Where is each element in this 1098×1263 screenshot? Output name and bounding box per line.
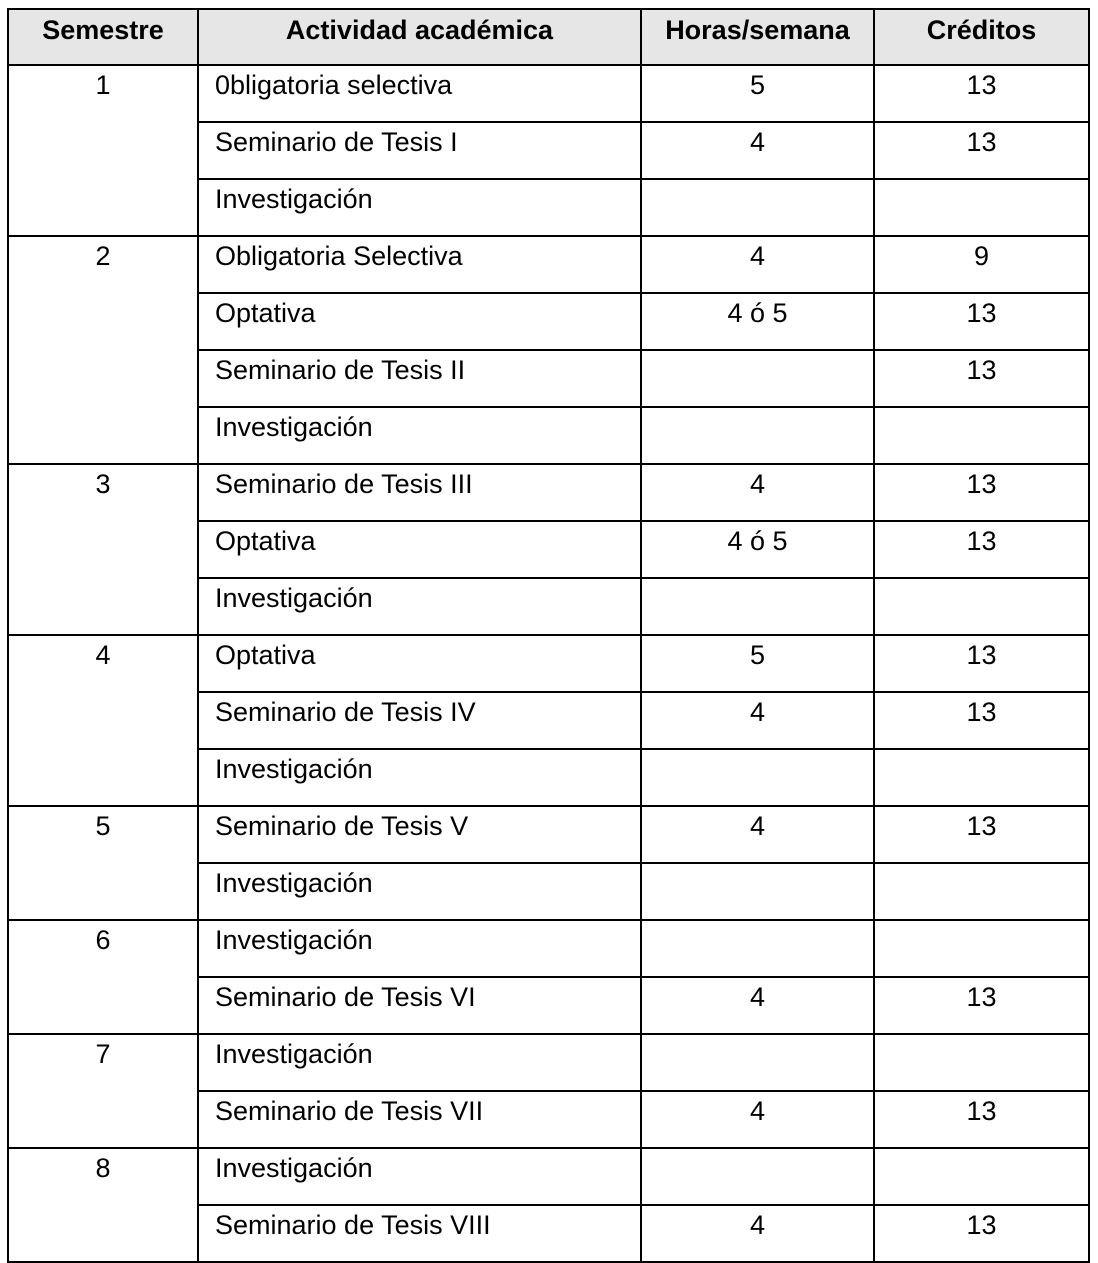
table-row [8,920,1089,977]
curriculum-table [7,8,1090,1263]
table-row [8,1034,1089,1091]
credits-cell [874,407,1089,464]
semester-cell: 7 [8,1034,198,1148]
table-row [8,1148,1089,1205]
activity-cell: Investigación [198,920,641,977]
credits-cell [874,920,1089,977]
semester-cell: 8 [8,1148,198,1262]
credits-cell: 13 [874,1091,1089,1148]
credits-cell [874,863,1089,920]
hours-cell: 4 [641,977,874,1034]
hours-cell [641,1034,874,1091]
activity-cell: Investigación [198,179,641,236]
activity-cell: Obligatoria Selectiva [198,236,641,293]
credits-cell [874,578,1089,635]
credits-cell: 13 [874,464,1089,521]
activity-cell: Investigación [198,749,641,806]
hours-cell: 5 [641,635,874,692]
hours-cell [641,578,874,635]
credits-cell: 13 [874,635,1089,692]
activity-cell: Seminario de Tesis VI [198,977,641,1034]
hours-cell [641,1148,874,1205]
credits-cell [874,1148,1089,1205]
hours-cell: 5 [641,65,874,122]
hours-cell: 4 [641,122,874,179]
activity-cell: Optativa [198,293,641,350]
credits-cell: 13 [874,350,1089,407]
activity-cell: Seminario de Tesis II [198,350,641,407]
header-actividad: Actividad académica [198,9,641,65]
activity-cell: 0bligatoria selectiva [198,65,641,122]
semester-cell: 1 [8,65,198,236]
table-row [8,806,1089,863]
activity-cell: Seminario de Tesis VIII [198,1205,641,1262]
credits-cell: 13 [874,122,1089,179]
hours-cell: 4 [641,464,874,521]
credits-cell: 13 [874,806,1089,863]
credits-cell [874,1034,1089,1091]
activity-cell: Seminario de Tesis III [198,464,641,521]
hours-cell: 4 [641,806,874,863]
semester-cell: 3 [8,464,198,635]
header-creditos: Créditos [874,9,1089,65]
credits-cell: 13 [874,1205,1089,1262]
header-horas: Horas/semana [641,9,874,65]
credits-cell: 13 [874,692,1089,749]
hours-cell: 4 ó 5 [641,293,874,350]
activity-cell: Investigación [198,1148,641,1205]
activity-cell: Investigación [198,863,641,920]
activity-cell: Seminario de Tesis I [198,122,641,179]
activity-cell: Seminario de Tesis IV [198,692,641,749]
credits-cell: 13 [874,293,1089,350]
table-header [8,9,1089,65]
header-row [8,9,1089,65]
semester-cell: 4 [8,635,198,806]
hours-cell: 4 [641,1205,874,1262]
hours-cell: 4 [641,692,874,749]
activity-cell: Optativa [198,521,641,578]
activity-cell: Seminario de Tesis V [198,806,641,863]
credits-cell: 9 [874,236,1089,293]
credits-cell [874,749,1089,806]
semester-cell: 2 [8,236,198,464]
table-row [8,236,1089,293]
table-row [8,65,1089,122]
hours-cell [641,179,874,236]
credits-cell: 13 [874,65,1089,122]
header-semestre: Semestre [8,9,198,65]
hours-cell [641,350,874,407]
hours-cell [641,749,874,806]
activity-cell: Seminario de Tesis VII [198,1091,641,1148]
activity-cell: Optativa [198,635,641,692]
hours-cell [641,920,874,977]
semester-cell: 6 [8,920,198,1034]
credits-cell [874,179,1089,236]
hours-cell: 4 ó 5 [641,521,874,578]
activity-cell: Investigación [198,578,641,635]
hours-cell: 4 [641,1091,874,1148]
activity-cell: Investigación [198,407,641,464]
table-row [8,635,1089,692]
hours-cell: 4 [641,236,874,293]
table-body [8,65,1089,1262]
activity-cell: Investigación [198,1034,641,1091]
hours-cell [641,863,874,920]
table-row [8,464,1089,521]
semester-cell: 5 [8,806,198,920]
credits-cell: 13 [874,977,1089,1034]
hours-cell [641,407,874,464]
credits-cell: 13 [874,521,1089,578]
